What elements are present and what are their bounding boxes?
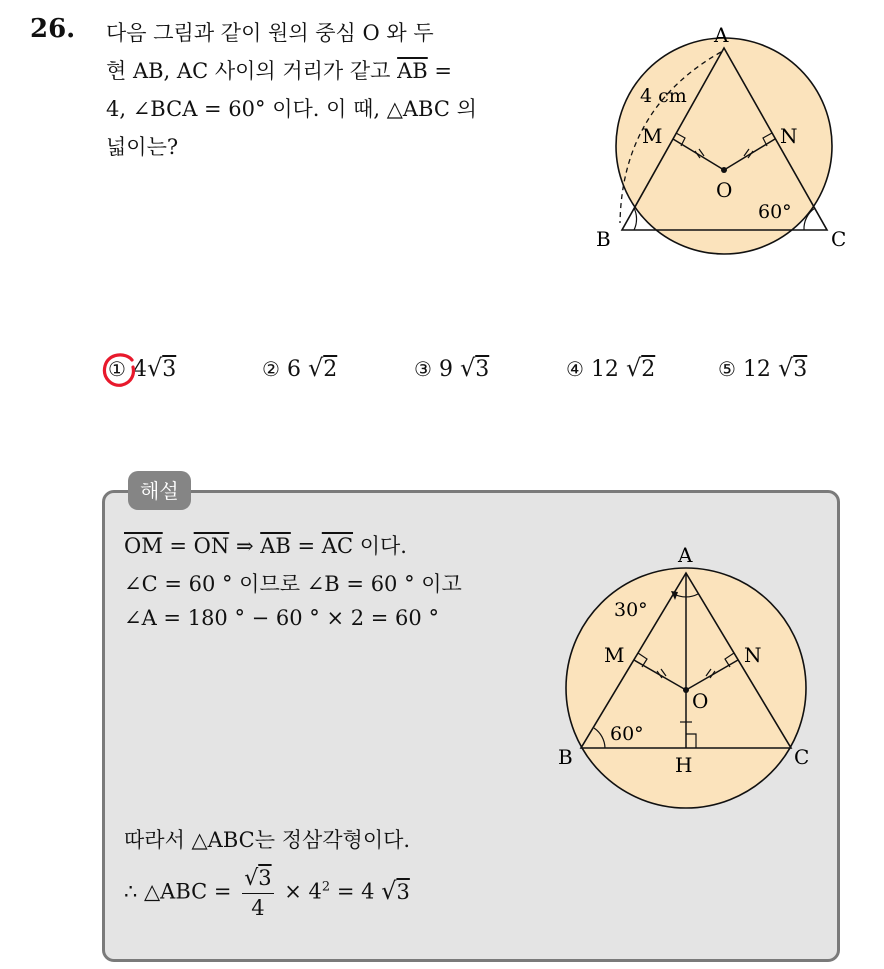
solution-line-5: ∴ △ABC = $\frac{√3}{4}$ × $4^2 = 4$ √3 [124,866,410,920]
label-n: N [744,643,762,667]
length-label: 4 cm [640,85,687,107]
angle-label-a: 30° [614,599,648,621]
choice-2[interactable]: ② 6 √2 [262,354,338,382]
label-m: M [642,124,663,148]
label-a: A [678,543,693,567]
label-c: C [794,745,810,769]
label-c: C [831,227,847,251]
question-line-3: 4, ∠BCA = 60° 이다. 이 때, △ABC 의 [106,97,477,121]
label-b: B [558,745,573,769]
label-b: B [596,227,611,251]
choice-5[interactable]: ⑤ 12 √3 [718,354,808,382]
solution-line-3: ∠A = 180 ° − 60 ° × 2 = 60 ° [124,606,439,630]
angle-label-b: 60° [610,723,644,745]
choice-4[interactable]: ④ 12 √2 [566,354,656,382]
solution-line-1: $\overline{OM} = \overline{ON}$ ⇒ $\overline{AB} = \overline{AC}$ 이다. [124,534,407,558]
circle-diagram-solution [550,538,820,818]
center-o [721,167,727,173]
choice-3[interactable]: ③ 9 √3 [414,354,490,382]
circle-diagram-question [590,18,860,258]
question-line-1: 다음 그림과 같이 원의 중심 O 와 두 [106,21,434,45]
question-line-2: 현 AB, AC 사이의 거리가 같고 $\overline{AB}$ = [106,59,453,83]
question-line-4: 넓이는? [106,135,179,159]
label-o: O [716,178,733,202]
segment-ab: $\overline{AB}$ [397,59,428,83]
question-text [106,14,566,166]
question-number: 26. [30,14,76,44]
label-a: A [714,23,729,47]
solution-line-4: 따라서 △ABC는 정삼각형이다. [124,828,411,852]
choice-1[interactable]: ① 4√3 [108,354,176,382]
fraction: $\frac{√3}{4}$ [244,866,272,920]
answer-choices [108,350,848,394]
angle-label-c: 60° [758,201,792,223]
label-n: N [780,124,798,148]
label-h: H [675,753,693,777]
solution-line-2: ∠C = 60 ° 이므로 ∠B = 60 ° 이고 [124,572,462,596]
center-o [683,687,689,693]
label-o: O [692,689,709,713]
solution-tag: 해설 [128,471,191,510]
label-m: M [604,643,625,667]
